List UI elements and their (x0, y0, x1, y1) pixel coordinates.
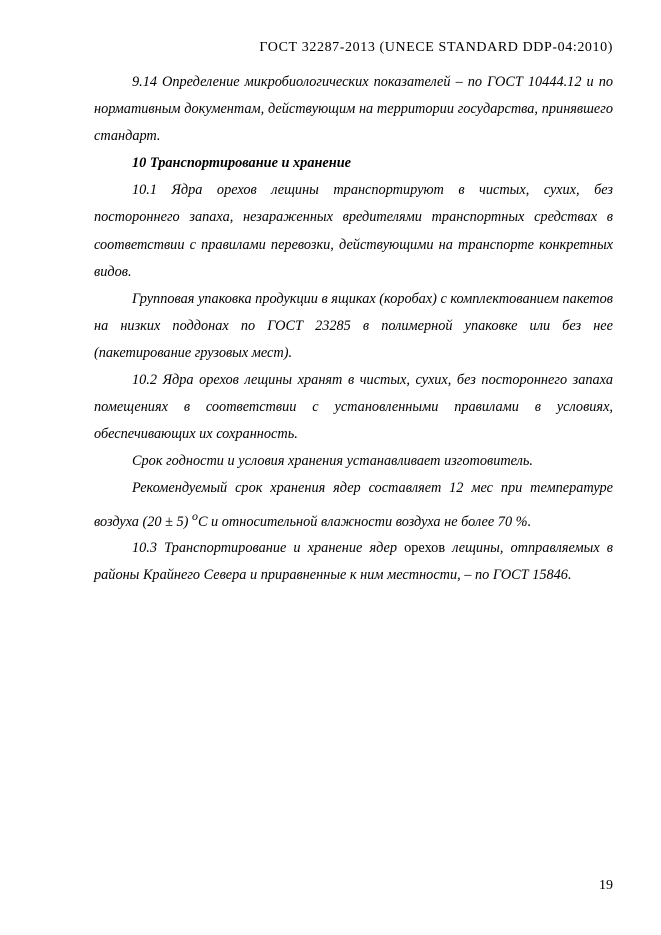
paragraph-shelf-life: Срок годности и условия хранения устанавливает изготовитель. (132, 453, 533, 470)
paragraph-10-1: 10.1 Ядра орехов лещины транспортируют в чистых, сухих, без постороннего запаха, незараженных вредителями транспортных средствах в соответствии с правилами перевозки, действующими на транспорте конкретных видов. (94, 182, 613, 280)
document-header: ГОСТ 32287-2013 (UNECE STANDARD DDP-04:2010) (259, 40, 613, 55)
storage-term-text-a: Рекомендуемый срок хранения ядер составляет 12 мес при температуре воздуха (20 ± 5) (94, 480, 613, 530)
storage-term-text-b: С и относительной влажности воздуха не более 70 %. (197, 513, 532, 530)
paragraph-10-3 (94, 535, 613, 589)
document-body (94, 69, 613, 590)
north-text-b: лещины, отправляемых в районы Крайнего Севера и приравненные к ним местности, – по ГОСТ 15846. (94, 540, 613, 584)
paragraph-9-14: 9.14 Определение микробиологических показателей – по ГОСТ 10444.12 и по нормативным документам, действующим на территории государства, принявшего стандарт. (94, 74, 613, 145)
page-number: 19 (599, 878, 613, 893)
paragraph-packaging: Групповая упаковка продукции в ящиках (коробах) с комплектованием пакетов на низких поддонах по ГОСТ 23285 в полимерной упаковке или без нее (пакетирование грузовых мест). (94, 290, 613, 361)
degree-mark: о (191, 508, 198, 523)
section-heading: 10 Транспортирование и хранение (132, 155, 351, 172)
paragraph-10-2: 10.2 Ядра орехов лещины хранят в чистых, сухих, без постороннего запаха помещениях в соответствии с установленными правилами в условиях, обеспечивающих их сохранность. (94, 372, 613, 443)
north-text-upright: орехов (404, 540, 446, 557)
paragraph-storage-term (94, 475, 613, 535)
north-text-a: 10.3 Транспортирование и хранение ядер (132, 540, 405, 557)
